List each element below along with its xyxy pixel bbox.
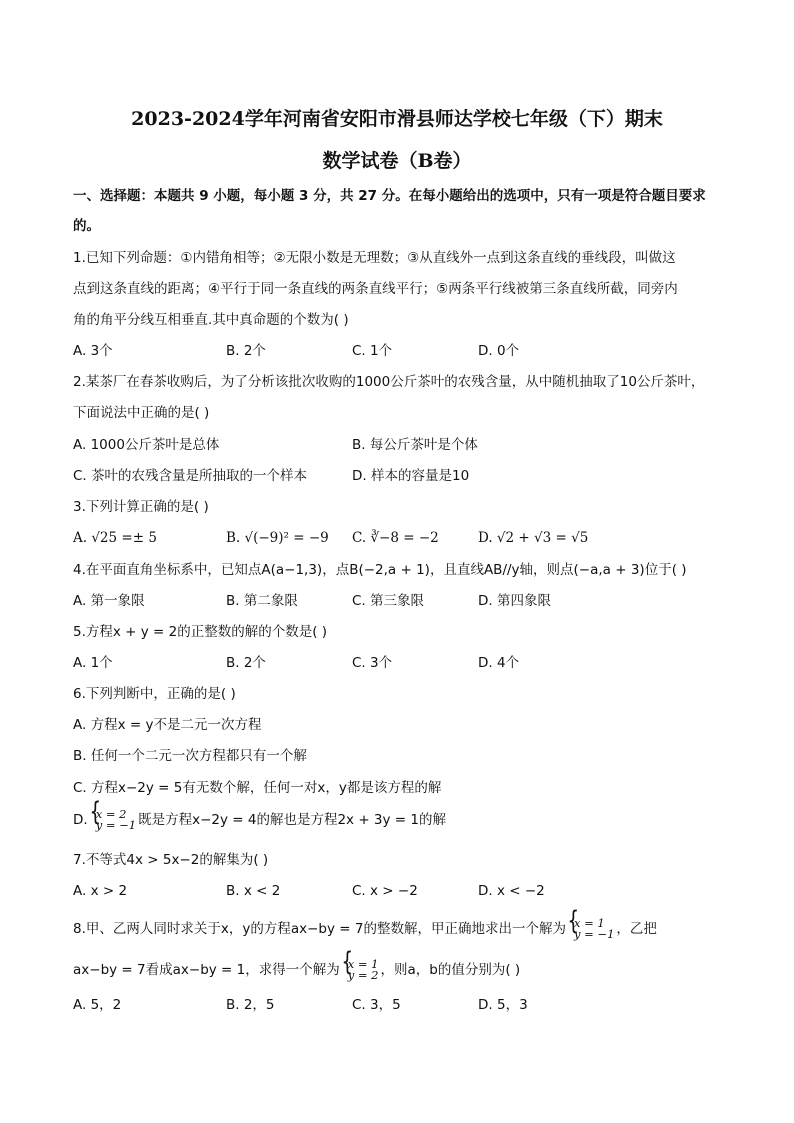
q1-line1: 1.已知下列命题：①内错角相等；②无限小数是无理数；③从直线外一点到这条直线的垂线段，叫做这 <box>73 250 676 266</box>
q6-line1: 6.下列判断中，正确的是( ) <box>73 686 236 702</box>
q5-option-c: C. 3个 <box>352 655 393 671</box>
q1-option-b: B. 2个 <box>226 343 266 359</box>
q5-option-a: A. 1个 <box>73 655 113 671</box>
q4-options <box>73 591 733 611</box>
q8-option-c: C. 3，5 <box>352 997 401 1013</box>
q1-options <box>73 341 733 361</box>
q7-line1: 7.不等式4x > 5x−2的解集为( ) <box>73 852 269 868</box>
q6-option-a: A. 方程x = y不是二元一次方程 <box>73 717 262 733</box>
q4-option-d: D. 第四象限 <box>478 593 551 609</box>
q6-option-b: B. 任何一个二元一次方程都只有一个解 <box>73 748 307 764</box>
q2-option-b: B. 每公斤茶叶是个体 <box>352 437 478 453</box>
q1-line3: 角的角平分线互相垂直.其中真命题的个数为( ) <box>73 312 349 328</box>
q8-yi-eq2: y = 2 <box>347 968 379 982</box>
q1-option-c: C. 1个 <box>352 343 393 359</box>
q2-option-c: C. 茶叶的农残含量是所抽取的一个样本 <box>73 468 308 484</box>
q8-yi-eq1: { x = 1 <box>347 957 379 971</box>
q8-option-d: D. 5，3 <box>478 997 528 1013</box>
q7-option-b: B. x < 2 <box>226 883 281 899</box>
q6-option-d-system <box>88 809 136 831</box>
q8-solution-jia <box>566 918 614 940</box>
q8-jia-eq2: y = −1 <box>573 927 615 941</box>
q8-option-a: A. 5，2 <box>73 997 122 1013</box>
exam-title-line1: 2023-2024学年河南省安阳市滑县师达学校七年级（下）期末 <box>131 108 663 130</box>
q3-option-d: D. √2 + √3 = √5 <box>478 530 589 546</box>
q5-option-b: B. 2个 <box>226 655 266 671</box>
q8-solution-yi <box>340 959 379 981</box>
q8-line1 <box>73 918 657 940</box>
q6-system-eq2: y = −1 <box>95 818 137 832</box>
q3-option-b: B. √(−9)² = −9 <box>226 530 329 546</box>
q2-options-row2 <box>73 466 733 486</box>
q1-option-a: A. 3个 <box>73 343 113 359</box>
q5-options <box>73 653 733 673</box>
q7-option-a: A. x > 2 <box>73 883 128 899</box>
q8-options <box>73 995 733 1015</box>
q2-line1: 2.某茶厂在春茶收购后，为了分析该批次收购的1000公斤茶叶的农残含量，从中随机抽取了10公斤茶叶， <box>73 374 705 390</box>
q4-option-b: B. 第二象限 <box>226 593 298 609</box>
q6-option-d-prefix: D. <box>73 812 88 828</box>
q6-system-eq1: { x = 2 <box>95 807 127 821</box>
q3-option-a: A. √25 =± 5 <box>73 530 157 546</box>
q3-options <box>73 528 733 548</box>
q2-options-row1 <box>73 435 733 455</box>
q5-line1: 5.方程x + y = 2的正整数的解的个数是( ) <box>73 624 328 640</box>
q8-line2-prefix: ax−by = 7看成ax−by = 1，求得一个解为 <box>73 962 340 978</box>
exam-title-line2: 数学试卷（B卷） <box>322 150 472 172</box>
q2-option-d: D. 样本的容量是10 <box>352 468 470 484</box>
q8-line2 <box>73 959 520 981</box>
section-heading-line2: 的。 <box>73 218 100 234</box>
section-heading-line1: 一、选择题：本题共 9 小题，每小题 3 分，共 27 分。在每小题给出的选项中，只有一项是符合题目要求 <box>73 188 706 204</box>
q4-line1: 4.在平面直角坐标系中，已知点A(a−1,3)，点B(−2,a + 1)，且直线AB//y轴，则点(−a,a + 3)位于( ) <box>73 562 687 578</box>
q8-option-b: B. 2，5 <box>226 997 275 1013</box>
q1-line2: 点到这条直线的距离；④平行于同一条直线的两条直线平行；⑤两条平行线被第三条直线所截，同旁内 <box>73 281 678 297</box>
q6-option-d-suffix: 既是方程x−2y = 4的解也是方程2x + 3y = 1的解 <box>138 812 446 828</box>
q8-line2-suffix: ，则a，b的值分别为( ) <box>380 962 521 978</box>
q1-option-d: D. 0个 <box>478 343 520 359</box>
q7-option-c: C. x > −2 <box>352 883 418 899</box>
q4-option-c: C. 第三象限 <box>352 593 425 609</box>
q8-line1-suffix: ，乙把 <box>616 921 657 937</box>
q4-option-a: A. 第一象限 <box>73 593 145 609</box>
q8-jia-eq1: { x = 1 <box>573 916 605 930</box>
q3-line1: 3.下列计算正确的是( ) <box>73 499 209 515</box>
q2-option-a: A. 1000公斤茶叶是总体 <box>73 437 220 453</box>
q6-option-c: C. 方程x−2y = 5有无数个解，任何一对x，y都是该方程的解 <box>73 780 442 796</box>
q7-options <box>73 881 733 901</box>
q8-line1-prefix: 8.甲、乙两人同时求关于x，y的方程ax−by = 7的整数解，甲正确地求出一个解为 <box>73 921 566 937</box>
q5-option-d: D. 4个 <box>478 655 520 671</box>
q2-line2: 下面说法中正确的是( ) <box>73 405 210 421</box>
q6-option-d <box>73 809 446 831</box>
q7-option-d: D. x < −2 <box>478 883 545 899</box>
q3-option-c: C. ∛−8 = −2 <box>352 530 439 546</box>
